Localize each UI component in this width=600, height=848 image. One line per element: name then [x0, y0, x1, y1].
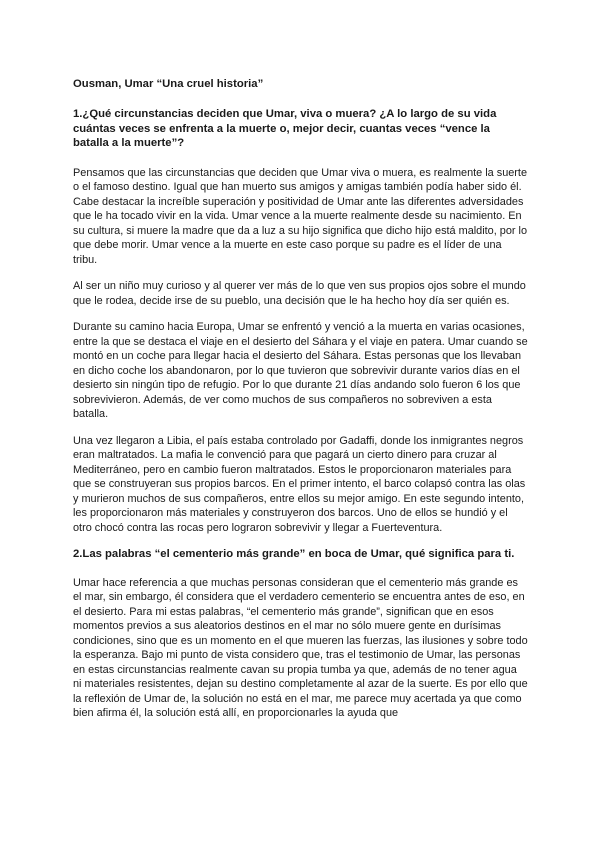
- answer-1-paragraph-1: Pensamos que las circunstancias que deciden que Umar viva o muera, es realmente la suerte o el famoso destino. Igual que han muerto sus amigos y amigas también podía haber sido él. Cabe destacar la increíble superación y positividad de Umar ante las diferentes adversidades que le ha tocado vivir en la vida. Umar vence a la muerte realmente desde su nacimiento. En su cultura, si muere la madre que da a luz a su hijo significa que dicho hijo está maldito, por lo que debe morir. Umar vence a la muerte en este caso porque su padre es el líder de una tribu.: [73, 166, 528, 266]
- answer-1-paragraph-3: Durante su camino hacia Europa, Umar se enfrentó y venció a la muerta en varias ocasiones, entre la que se destaca el viaje en el desierto del Sáhara y el viaje en patera. Umar cuando se montó en un coche para llegar hacia el desierto del Sáhara. Estas personas que los llevaban en dicho coche los abandonaron, por lo que tuvieron que sobrevivir durante varios días en el desierto sin ningún tipo de refugio. Por lo que durante 21 días andando solo fueron 6 los que sobrevivieron. Además, de ver como muchos de sus compañeros no sobreviven a esta batalla.: [73, 321, 528, 420]
- question-2: 2.Las palabras “el cementerio más grande” en boca de Umar, qué significa para ti.: [73, 548, 515, 560]
- document-title: Ousman, Umar “Una cruel historia”: [73, 78, 264, 90]
- answer-1-paragraph-2: Al ser un niño muy curioso y al querer ver más de lo que ven sus propios ojos sobre el mundo que le rodea, decide irse de su pueblo, una decisión que le ha hecho hoy día ser quién es.: [73, 280, 526, 307]
- answer-2-paragraph-1: Umar hace referencia a que muchas personas consideran que el cementerio más grande es el mar, sin embargo, él considera que el verdadero cementerio se encuentra antes de eso, en el desierto. Para mi estas palabras, “el cementerio más grande”, significan que en esos momentos previos a sus aleatorios destinos en el mar no sólo muere gente en durísimas condiciones, sino que es un momento en el que mueren las fuerzas, las ilusiones y sobre todo la esperanza. Bajo mi punto de vista considero que, tras el testimonio de Umar, las personas en estas circunstancias realmente cavan su propia tumba ya que, además de no tener agua ni materiales resistentes, dejan su destino completamente al azar de la suerte. Es por ello que la reflexión de Umar de, la solución no está en el mar, me parece muy acertada ya que como bien afirma él, la solución está allí, en proporcionarles la ayuda que: [73, 576, 528, 719]
- answer-1-paragraph-4: Una vez llegaron a Libia, el país estaba controlado por Gadaffi, donde los inmigrantes negros eran maltratados. La mafia le convenció para que pagará un cierto dinero para cruzar al Mediterráneo, pero en cambio fueron maltratados. Estos le proporcionaron materiales para que se construyeran sus propios barcos. En el primer intento, el barco colapsó contra las olas y murieron muchos de sus compañeros, entre ellos su mejor amigo. En este segundo intento, les proporcionaron más materiales y construyeron dos barcos. Uno de ellos se hundió y el otro chocó contra las rocas pero lograron sobrevivir y llegar a Fuerteventura.: [73, 434, 526, 534]
- question-1: 1.¿Qué circunstancias deciden que Umar, viva o muera? ¿A lo largo de su vida cuántas veces se enfrenta a la muerte o, mejor decir, cuantas veces “vence la batalla a la muerte”?: [73, 108, 497, 149]
- document-body: [73, 77, 528, 733]
